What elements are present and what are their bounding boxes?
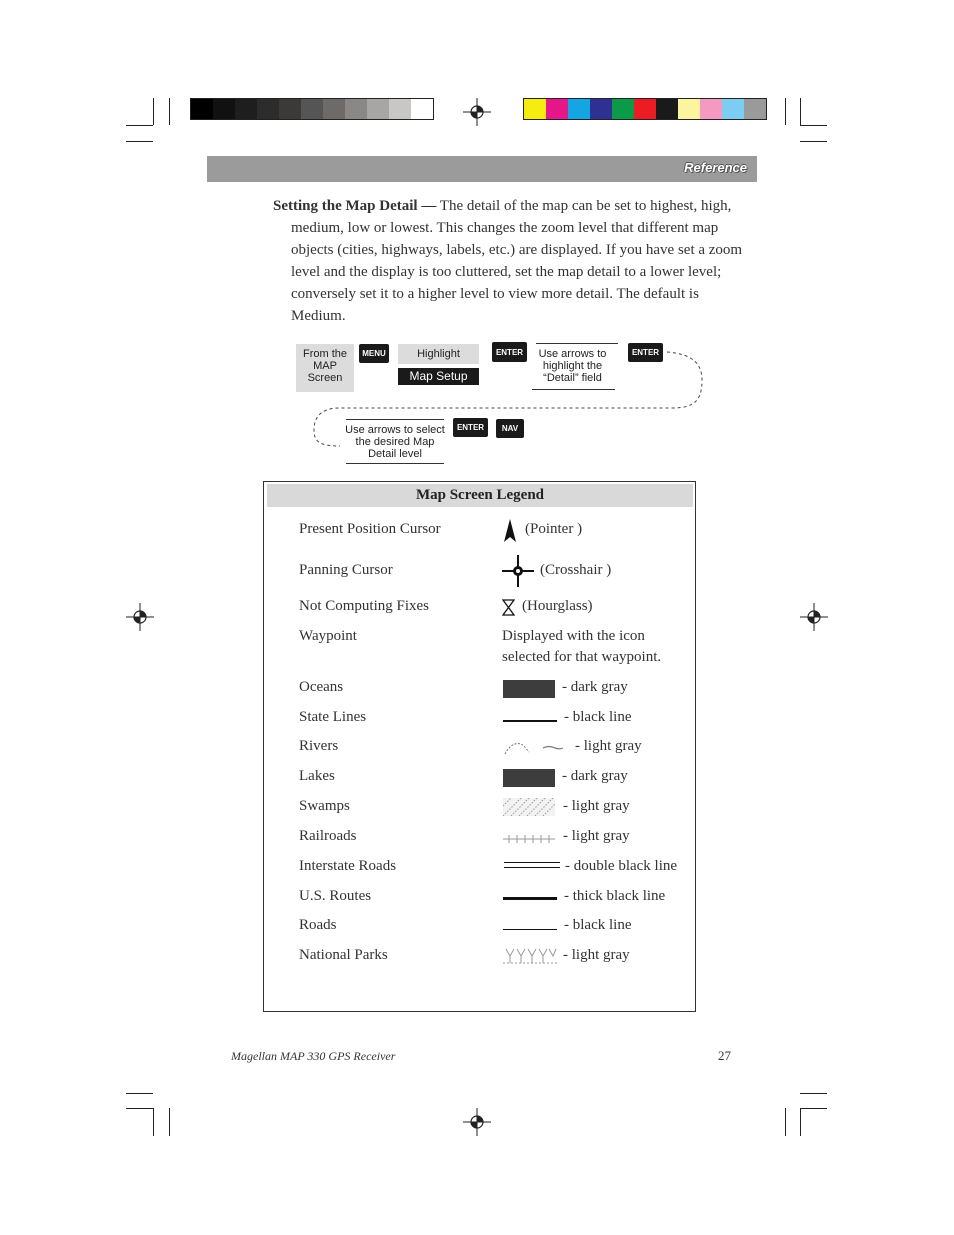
legend-row-desc: (Pointer ) [525,521,583,537]
map-setup-menu-item: Map Setup [398,368,479,385]
legend-row-name: Panning Cursor [299,562,393,578]
legend-row-desc: - black line [564,917,632,933]
registration-mark-icon [800,603,828,631]
crop-mark [785,98,786,125]
double-line [504,862,560,863]
flow-step-detail: Use arrows to highlight the “Detail” field [538,348,607,384]
swamp-hatch [503,798,555,816]
divider [346,419,444,420]
registration-mark-icon [463,1108,491,1136]
crop-mark [169,98,170,125]
intro-lead: Setting the Map Detail — [273,198,437,214]
flow-highlight-label: Highlight [417,348,460,360]
crop-mark [126,1093,153,1094]
hourglass-icon [502,599,515,616]
intro-body: The detail of the map can be set to highest, high, medium, low or lowest. This changes the zoom level that different map objects (cities, highways, labels, etc.) are displayed. If you have set a zoom level and the display is too cluttered, set the map detail to a lower level; conversely set it to a higher level to view more detail. The default is Medium. [291,198,743,324]
nav-key: NAV [496,419,524,438]
flow-step-select: Use arrows to select the desired Map Detail level [345,424,445,460]
crop-mark [800,141,827,142]
legend-row-name: Rivers [299,738,339,754]
legend-row-name: Interstate Roads [299,858,397,874]
thick-line [503,897,557,900]
river-line [503,740,565,756]
crop-mark [800,125,827,126]
legend-row-desc: - dark gray [562,768,628,784]
section-title: Reference [684,160,747,175]
legend-row-name: Present Position Cursor [299,521,441,537]
footer-title: Magellan MAP 330 GPS Receiver [231,1049,396,1063]
enter-key: ENTER [492,342,527,362]
crop-mark [800,1093,827,1094]
legend-row-desc: (Hourglass) [522,598,593,614]
crop-mark [785,1108,786,1136]
legend-row-desc: - light gray [563,947,630,963]
crop-mark [800,1108,827,1109]
double-line [504,867,560,868]
page-number: 27 [718,1048,731,1063]
legend-row-desc: - light gray [563,798,630,814]
flow-start-label: From the MAP Screen [302,348,347,384]
flow-highlight-box [398,344,479,364]
legend-row-desc: - dark gray [562,679,628,695]
crosshair-icon [502,555,534,587]
legend-row-name: Waypoint [299,628,357,644]
crop-mark [153,98,154,125]
crop-mark [126,1108,153,1109]
registration-mark-icon [463,98,491,126]
flow-start-box [296,344,354,392]
legend-row-desc: - thick black line [564,888,666,904]
registration-mark-icon [126,603,154,631]
section-header [207,156,757,182]
dark-gray-swatch [503,769,555,787]
divider [346,463,444,464]
pointer-icon [502,518,518,544]
legend-row-desc: (Crosshair ) [540,562,612,578]
legend-row-name: Roads [299,917,337,933]
legend-row-name: Oceans [299,679,344,695]
menu-key: MENU [359,344,389,363]
intro-paragraph [273,195,751,327]
legend-row-desc: Displayed with the icon selected for that waypoint. [502,628,662,665]
legend-row-desc: - light gray [575,738,642,754]
color-bar [523,98,767,120]
crop-mark [126,141,153,142]
black-line [503,720,557,722]
legend-row-name: Not Computing Fixes [299,598,430,614]
divider [536,343,618,344]
grayscale-bar [190,98,434,120]
park-pattern [503,946,557,966]
legend-row-desc: - light gray [563,828,630,844]
railroad-line [503,832,555,844]
divider [532,389,615,390]
legend-row-name: U.S. Routes [299,888,372,904]
dark-gray-swatch [503,680,555,698]
crop-mark [169,1108,170,1136]
legend-row-name: Swamps [299,798,350,814]
enter-key: ENTER [628,343,663,362]
crop-mark [153,1108,154,1136]
legend-title: Map Screen Legend [267,484,693,507]
crop-mark [800,98,801,125]
legend-row-name: Lakes [299,768,335,784]
legend-row-desc: - black line [564,709,632,725]
legend-row-desc: - double black line [565,858,678,874]
thin-line [503,929,557,930]
enter-key: ENTER [453,418,488,437]
legend-row-name: State Lines [299,709,367,725]
crop-mark [800,1108,801,1136]
legend-row-name: Railroads [299,828,357,844]
legend-row-name: National Parks [299,947,388,963]
crop-mark [126,125,153,126]
